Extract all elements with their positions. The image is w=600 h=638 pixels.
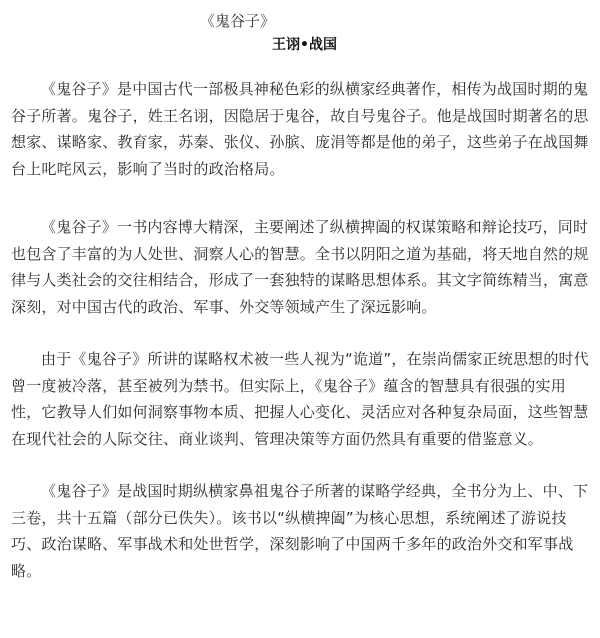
paragraph-summary: 《鬼谷子》是战国时期纵横家鼻祖鬼谷子所著的谋略学经典，全书分为上、中、下三卷，共十五篇（部分已佚失）。该书以“纵横捭阖”为核心思想，系统阐述了游说技巧、政治谋略、军事战术和处世哲学，深刻影响了中国两千多年的政治外交和军事战略。 [11, 482, 589, 580]
paragraph-intro: 《鬼谷子》是中国古代一部极具神秘色彩的纵横家经典著作，相传为战国时期的鬼谷子所著。鬼谷子，姓王名诩，因隐居于鬼谷，故自号鬼谷子。他是战国时期著名的思想家、谋略家、教育家，苏秦、张仪、孙膑、庞涓等都是他的弟子，这些弟子在战国舞台上叱咤风云，影响了当时的政治格局。 [11, 80, 589, 178]
article-author: 王诩•战国 [272, 37, 337, 53]
paragraph-history: 由于《鬼谷子》所讲的谋略权术被一些人视为“诡道”，在崇尚儒家正统思想的时代曾一度被冷落，甚至被列为禁书。但实际上，《鬼谷子》蕴含的智慧具有很强的实用性，它教导人们如何洞察事物本质、把握人心变化、灵活应对各种复杂局面，这些智慧在现代社会的人际交往、商业谈判、管理决策等方面仍然具有重要的借鉴意义。 [11, 350, 589, 448]
paragraph-content: 《鬼谷子》一书内容博大精深，主要阐述了纵横捭阖的权谋策略和辩论技巧，同时也包含了丰富的为人处世、洞察人心的智慧。全书以阴阳之道为基础，将天地自然的规律与人类社会的交往相结合，形成了一套独特的谋略思想体系。其文字简练精当，寓意深刻，对中国古代的政治、军事、外交等领域产生了深远影响。 [11, 218, 589, 316]
article-title: 《鬼谷子》 [200, 12, 276, 30]
